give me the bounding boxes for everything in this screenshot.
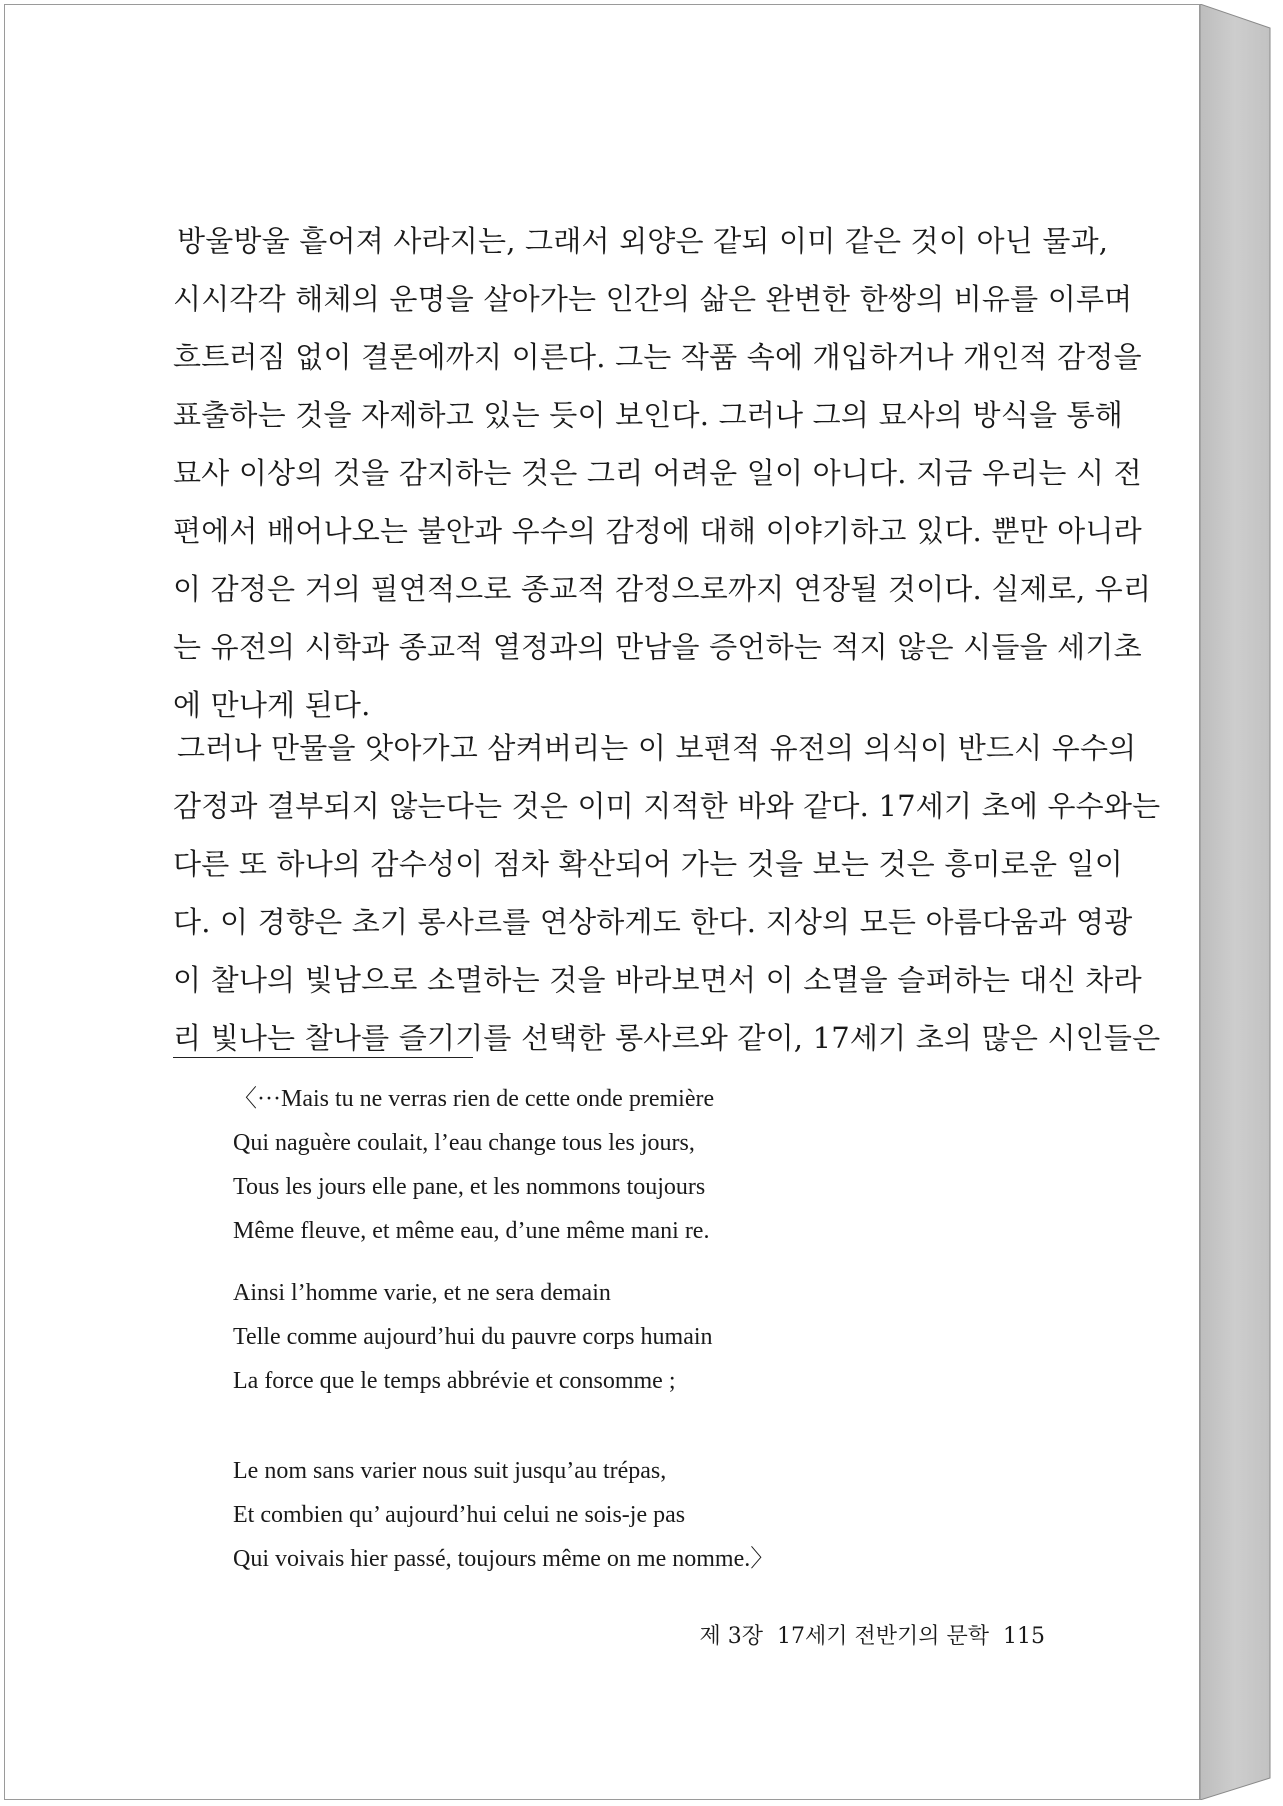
paragraph-line: 표출하는 것을 자제하고 있는 듯이 보인다. 그러나 그의 묘사의 방식을 통해 [173,398,1124,432]
book-edge-shape [1200,4,1278,1800]
paragraph-line: 편에서 배어나오는 불안과 우수의 감정에 대해 이야기하고 있다. 뿐만 아니라 [173,514,1142,548]
paragraph-line: 에 만나게 된다. [173,688,371,722]
poem-line: Tous les jours elle pane, et les nommons toujours [233,1174,706,1200]
paragraph-line: 다. 이 경향은 초기 롱사르를 연상하게도 한다. 지상의 모든 아름다움과 영광 [173,905,1133,939]
footnote-divider [173,1057,473,1058]
poem-line: Et combien qu’ aujourd’hui celui ne sois-je pas [233,1502,686,1528]
footer-chapter: 제 3장 [699,1624,763,1649]
paragraph-line: 이 감정은 거의 필연적으로 종교적 감정으로까지 연장될 것이다. 실제로, 우리 [173,572,1152,606]
poem-stanza-2 [233,1271,953,1403]
paragraph-line: 시시각각 해체의 운명을 살아가는 인간의 삶은 완변한 한쌍의 비유를 이루며 [173,282,1133,316]
poem-line: Même fleuve, et même eau, d’une même mani re. [233,1218,710,1244]
poem-line: Ainsi l’homme varie, et ne sera demain [233,1280,611,1306]
footer-chapter-title: 17세기 전반기의 문학 [777,1624,989,1649]
paragraph-line: 이 찰나의 빛남으로 소멸하는 것을 바라보면서 이 소멸을 슬퍼하는 대신 차라 [173,963,1142,997]
paragraph-line: 흐트러짐 없이 결론에까지 이른다. 그는 작품 속에 개입하거나 개인적 감정을 [173,340,1142,374]
page-footer [685,1619,1045,1650]
page-number: 115 [1003,1624,1045,1649]
book-spine-edge [1200,4,1278,1800]
book-page [4,4,1200,1800]
paragraph-line: 방울방울 흩어져 사라지는, 그래서 외양은 같되 이미 같은 것이 아닌 물과, [177,224,1109,258]
paragraph-line: 묘사 이상의 것을 감지하는 것은 그리 어려운 일이 아니다. 지금 우리는 시 전 [173,456,1142,490]
paragraph-line: 그러나 만물을 앗아가고 삼켜버리는 이 보편적 유전의 의식이 반드시 우수의 [177,731,1137,765]
paragraph-1 [173,212,1152,734]
paragraph-line: 다른 또 하나의 감수성이 점차 확산되어 가는 것을 보는 것은 흥미로운 일이 [173,847,1124,881]
poem-line: Telle comme aujourd’hui du pauvre corps humain [233,1324,713,1350]
paragraph-line: 리 빛나는 찰나를 즐기기를 선택한 롱사르와 같이, 17세기 초의 많은 시인들은 [173,1021,1161,1055]
poem-stanza-3 [233,1449,953,1581]
poem-line: Qui naguère coulait, l’eau change tous les jours, [233,1130,695,1156]
poem-line: La force que le temps abbrévie et consomme ; [233,1368,676,1394]
paragraph-line: 는 유전의 시학과 종교적 열정과의 만남을 증언하는 적지 않은 시들을 세기초 [173,630,1142,664]
paragraph-2 [173,719,1161,1067]
paragraph-line: 감정과 결부되지 않는다는 것은 이미 지적한 바와 같다. 17세기 초에 우수와는 [173,789,1161,823]
poem-stanza-1 [233,1077,953,1253]
poem-line: 〈···Mais tu ne verras rien de cette onde première [233,1086,715,1112]
poem-line: Le nom sans varier nous suit jusqu’au trépas, [233,1458,667,1484]
poem-line: Qui voivais hier passé, toujours même on me nomme.〉 [233,1546,775,1572]
